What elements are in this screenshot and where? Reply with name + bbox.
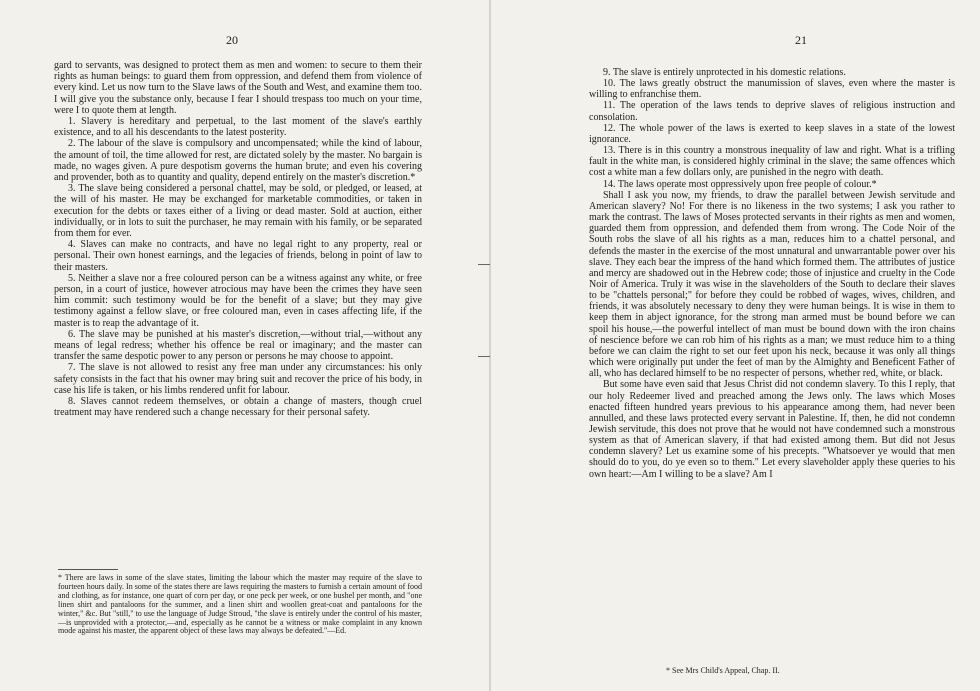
body-text — [589, 67, 955, 480]
footnote: * See Mrs Child's Appeal, Chap. II. — [666, 666, 780, 675]
paragraph: 2. The labour of the slave is compulsory and uncompensated; while the kind of labour, the amount of toil, the time allowed for rest, are dictated solely by the master. No bargain is made, no wages given. A pure despotism governs the human brute; and even his covering and provender, both as to quantity and quality, depend entirely on the master's discretion.* — [54, 138, 422, 184]
margin-mark — [478, 264, 490, 265]
paragraph: 5. Neither a slave nor a free coloured person can be a witness against any white, or free person, in a court of justice, however atrocious may have been the crimes they have seen him commit: such testimony would be for the benefit of a slave; but they may give testimony against a fellow slave, or free coloured man, even in cases affecting life, if the master is to reap the advantage of it. — [54, 272, 422, 329]
paragraph: Shall I ask you now, my friends, to draw the parallel between Jewish servitude and American slavery? No! For there is no likeness in the two systems; I ask you rather to mark the contrast. The laws of Moses protected servants in their rights as men and women, guarded them from oppression, and defended them from wrong. The Code Noir of the South robs the slave of all his rights as a man, reduces him to a chattel personal, and defends the master in the exercise of the most unnatural and unwarrantable power over his slave. They each bear the impress of the hand which formed them. The attributes of justice and mercy are shadowed out in the Hebrew code; those of injustice and cruelty in the Code Noir of America. Truly it was wise in the slaveholders of the South to declare their slaves to be "chattels personal;" for before they could be robbed of wages, wives, children, and friends, it was absolutely necessary to deny they were human beings. It is wise in them to keep them in abject ignorance, for the strong man armed must be bound before we can spoil his house,—the powerful intellect of man must be bound down with the iron chains of nescience before we can rob him of his rights as a man; we must reduce him to a thing before we can claim the right to set our feet upon his neck, because it was only all things which were originally put under the feet of man by the Almighty and Beneficent Father of all, who has declared himself to be no respecter of persons, whether red, white, or black. — [589, 189, 955, 380]
paragraph: 12. The whole power of the laws is exerted to keep slaves in a state of the lowest ignorance. — [589, 122, 955, 145]
paragraph: 14. The laws operate most oppressively upon free people of colour.* — [603, 178, 877, 190]
paragraph: 7. The slave is not allowed to resist any free man under any circumstances: his only safety consists in the fact that his owner may bring suit and recover the price of his body, in case his life is taken, or his limbs rendered unfit for labour. — [54, 362, 422, 396]
paragraph: 11. The operation of the laws tends to deprive slaves of religious instruction and consolation. — [589, 100, 955, 123]
page-number: 21 — [795, 33, 807, 47]
footnote-rule — [58, 569, 118, 570]
paragraph: 4. Slaves can make no contracts, and have no legal right to any property, real or personal. Their own honest earnings, and the legacies of friends, belong in point of law to their masters. — [54, 239, 422, 273]
paragraph: 1. Slavery is hereditary and perpetual, to the last moment of the slave's earthly existence, and to all his descendants to the latest posterity. — [54, 116, 422, 139]
paragraph: 8. Slaves cannot redeem themselves, or obtain a change of masters, though cruel treatment may have rendered such a change necessary for their personal safety. — [54, 396, 422, 419]
paragraph: 9. The slave is entirely unprotected in his domestic relations. — [603, 67, 846, 78]
page-number: 20 — [226, 33, 238, 47]
paragraph: 6. The slave may be punished at his master's discretion,—without trial,—without any means of legal redress; whether his offence be real or imaginary; and the master can transfer the same despotic power to any person or persons he may choose to appoint. — [54, 328, 422, 363]
paragraph: But some have even said that Jesus Christ did not condemn slavery. To this I reply, that our holy Redeemer lived and preached among the Jews only. The laws which Moses enacted fifteen hundred years previous to his appearance among them, had never been annulled, and these laws protected every servant in Palestine. If, then, he did not condemn Jewish servitude, this does not prove that he would not have condemned such a monstrous system as that of American slavery, if that had existed among them. But did not Jesus condemn slavery? Let us examine some of his precepts. "Whatsoever ye would that men should do to you, do ye even so to them." Let every slaveholder apply these queries to his own heart:—Am I willing to be a slave? Am I — [589, 379, 955, 480]
paragraph: gard to servants, was designed to protect them as men and women: to secure to them their rights as human beings: to guard them from oppression, and defend them from violence of every kind. Let us now turn to the Slave laws of the South and West, and examine them too. I will give you the substance only, because I fear I should trespass too much on your time, were I to quote them at length. — [54, 60, 422, 116]
margin-mark — [478, 356, 490, 357]
paragraph: 10. The laws greatly obstruct the manumission of slaves, even where the master is willing to enfranchise them. — [589, 78, 955, 101]
paragraph: 13. There is in this country a monstrous inequality of law and right. What is a trifling fault in the white man, is considered highly criminal in the slave; the same offences which cost a white man a few dollars only, are punished in the negro with death. — [589, 145, 955, 179]
body-text — [54, 60, 422, 419]
footnote: * There are laws in some of the slave states, limiting the labour which the master may require of the slave to fourteen hours daily. In some of the states there are laws requiring the masters to furnish a certain amount of food and clothing, as for instance, one quart of corn per day, or one peck per week, or one bushel per month, and "one linen shirt and pantaloons for the summer, and a linen shirt and woollen great-coat and pantaloons for the winter," &c. But "still," to use the language of Judge Stroud, "the slave is entirely under the control of his master,—is unprovided with a protector,—and, especially as he cannot be a witness or make complaint in any known mode against his master, the apparent object of these laws may always be defeated."—Ed. — [58, 573, 422, 636]
paragraph: 3. The slave being considered a personal chattel, may be sold, or pledged, or leased, at the will of his master. He may be exchanged for marketable commodities, or taken in execution for the debts or taxes either of a living or dead master. Sold at auction, either individually, or in lots to suit the purchaser, he may remain with his family, or be separated from them for ever. — [54, 183, 422, 240]
